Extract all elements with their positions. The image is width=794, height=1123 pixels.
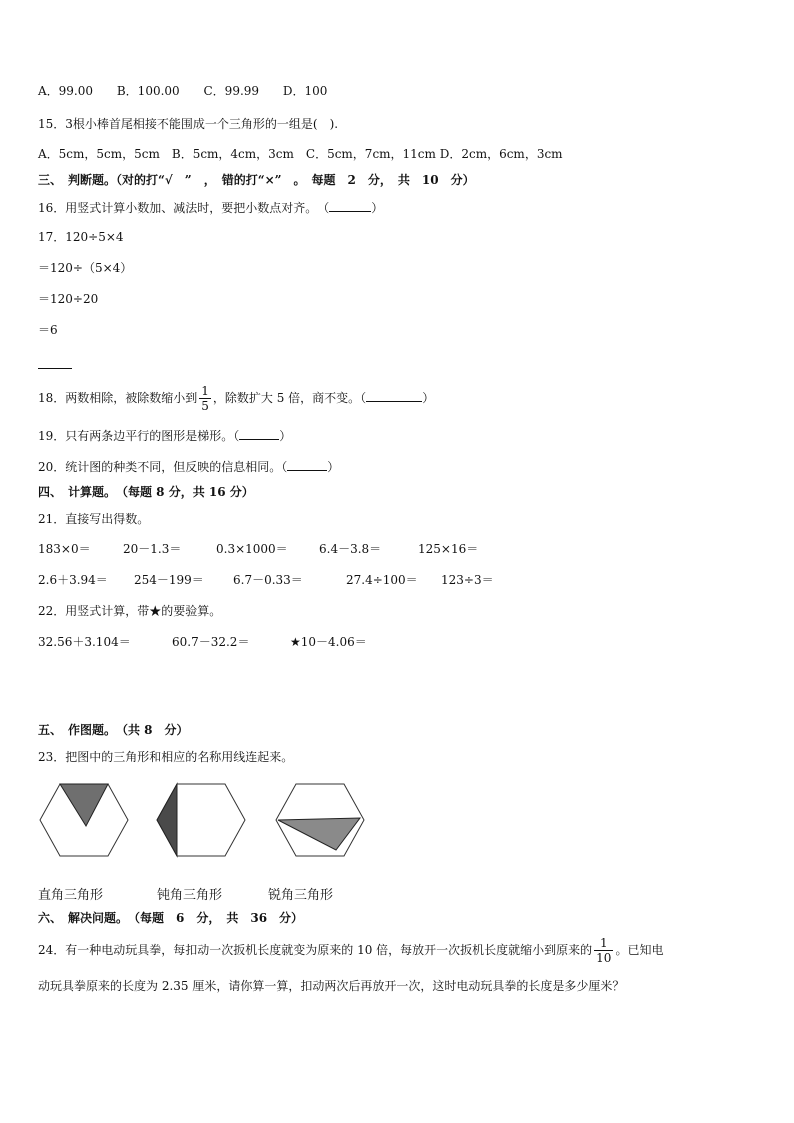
q14-option-c: C．99.99 bbox=[203, 84, 260, 98]
q24-fraction bbox=[594, 936, 613, 965]
q18-text-before: 18．两数相除，被除数缩小到 bbox=[38, 391, 198, 405]
q14-option-b: B．100.00 bbox=[116, 84, 180, 98]
q19-answer-blank[interactable] bbox=[239, 427, 279, 440]
hexagon-figure-1 bbox=[38, 782, 130, 862]
q21-r1-3: 0.3×1000＝ bbox=[216, 542, 288, 556]
q22-item-1: 32.56＋3.104＝ bbox=[38, 635, 131, 649]
q16-close: ） bbox=[371, 201, 384, 215]
q20-text: 20．统计图的种类不同，但反映的信息相同。（ bbox=[38, 460, 288, 474]
q14-options bbox=[38, 83, 347, 99]
q16-text: 16．用竖式计算小数加、减法时，要把小数点对齐。 （ bbox=[38, 201, 330, 215]
q21-r2-1: 2.6＋3.94＝ bbox=[38, 573, 108, 587]
obtuse-triangle-shape[interactable] bbox=[157, 784, 177, 856]
section3-title: 三、 判断题。（对的打“√ ” ， 错的打“×” 。 每题 2 分， 共 10 分） bbox=[38, 173, 475, 187]
q18-frac-den: 5 bbox=[201, 399, 209, 413]
label-obtuse-triangle[interactable]: 钝角三角形 bbox=[157, 888, 223, 903]
q21-r1-5: 125×16＝ bbox=[418, 542, 479, 556]
q21-r1-1: 183×0＝ bbox=[38, 542, 91, 556]
q17-line2: ＝120÷（5×4） bbox=[38, 261, 133, 275]
q24-line1 bbox=[38, 928, 663, 972]
label-right-triangle[interactable]: 直角三角形 bbox=[38, 888, 104, 903]
q21-r2-2: 254－199＝ bbox=[134, 573, 204, 587]
section4-title: 四、 计算题。 （每题 8 分，共 16 分） bbox=[38, 485, 254, 499]
q18-fraction bbox=[199, 384, 211, 413]
q23-stem: 23．把图中的三角形和相应的名称用线连起来。 bbox=[38, 750, 294, 764]
q18-frac-num: 1 bbox=[201, 384, 209, 398]
q18-answer-blank[interactable] bbox=[366, 389, 422, 402]
q21-r1-2: 20－1.3＝ bbox=[123, 542, 182, 556]
q19 bbox=[38, 427, 291, 444]
q18 bbox=[38, 378, 434, 418]
q18-text-after: ，除数扩大 5 倍，商不变。（ bbox=[212, 391, 367, 405]
q16-answer-blank[interactable] bbox=[329, 199, 371, 212]
hexagon-figure-2 bbox=[155, 782, 247, 862]
q20 bbox=[38, 458, 339, 475]
section5-title: 五、 作图题。 （共 8 分） bbox=[38, 723, 189, 737]
q19-close: ） bbox=[279, 429, 292, 443]
q14-option-a: A．99.00 bbox=[38, 84, 94, 98]
q16 bbox=[38, 199, 383, 216]
section6-title: 六、 解决问题。 （每题 6 分， 共 36 分） bbox=[38, 911, 304, 925]
q22-item-2: 60.7－32.2＝ bbox=[172, 635, 250, 649]
label-acute-triangle[interactable]: 锐角三角形 bbox=[268, 888, 334, 903]
q17-line1: 17．120÷5×4 bbox=[38, 230, 124, 244]
q24-text-after: 。已知电 bbox=[615, 943, 664, 957]
q21-stem: 21．直接写出得数。 bbox=[38, 512, 150, 526]
hexagon-figure-3 bbox=[274, 782, 366, 862]
q20-answer-blank[interactable] bbox=[287, 458, 327, 471]
q15-options: A．5cm，5cm，5cm B．5cm，4cm，3cm C．5cm，7cm，11cm D．2cm，6cm，3cm bbox=[38, 147, 563, 161]
q18-close: ） bbox=[422, 391, 435, 405]
q22-stem: 22．用竖式计算，带★的要验算。 bbox=[38, 604, 222, 618]
q14-option-d: D．100 bbox=[282, 84, 328, 98]
q24-frac-num: 1 bbox=[594, 936, 613, 951]
q19-text: 19．只有两条边平行的图形是梯形。（ bbox=[38, 429, 240, 443]
q24-line2: 动玩具拳原来的长度为 2.35 厘米，请你算一算，扣动两次后再放开一次，这时电动玩具拳的长度是多少厘米？ bbox=[38, 979, 625, 993]
q17-answer-blank[interactable] bbox=[38, 356, 72, 369]
q17-line3: ＝120÷20 bbox=[38, 292, 99, 306]
q21-r1-4: 6.4－3.8＝ bbox=[319, 542, 382, 556]
q21-r2-3: 6.7－0.33＝ bbox=[233, 573, 303, 587]
q15-stem: 15．3根小棒首尾相接不能围成一个三角形的一组是( ). bbox=[38, 117, 339, 131]
q22-item-3: ★10－4.06＝ bbox=[290, 635, 367, 649]
q24-frac-den: 10 bbox=[596, 951, 612, 965]
q17-line4: ＝6 bbox=[38, 323, 58, 337]
q21-r2-5: 123÷3＝ bbox=[441, 573, 494, 587]
q21-r2-4: 27.4÷100＝ bbox=[346, 573, 418, 587]
q24-text-before: 24．有一种电动玩具拳，每扣动一次扳机长度就变为原来的 10 倍，每放开一次扳机长度就缩小到原来的 bbox=[38, 943, 593, 957]
q20-close: ） bbox=[327, 460, 340, 474]
